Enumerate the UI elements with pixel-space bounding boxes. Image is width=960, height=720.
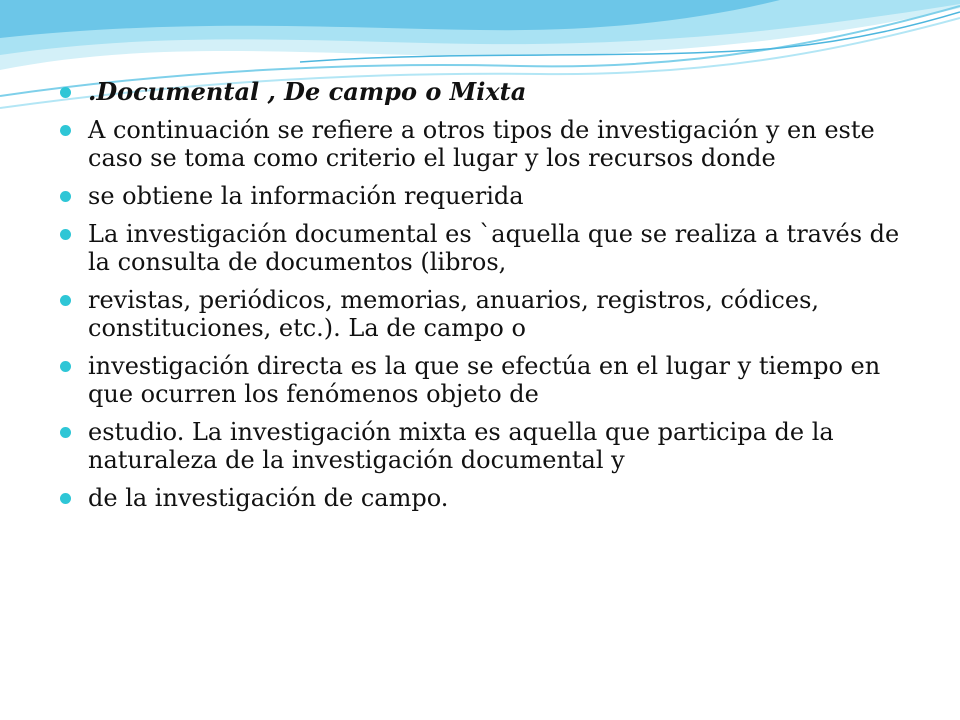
bullet-list [58, 78, 918, 512]
bullet-item [58, 286, 918, 342]
bullet-text: A continuación se refiere a otros tipos de investigación y en este caso se toma como criterio el lugar y los recursos donde [88, 116, 875, 172]
bullet-dot-icon [60, 229, 71, 240]
bullet-dot-icon [60, 295, 71, 306]
bullet-item [58, 182, 918, 210]
bullet-item [58, 220, 918, 276]
bullet-text: se obtiene la información requerida [88, 182, 524, 210]
bullet-item [58, 116, 918, 172]
bullet-item [58, 352, 918, 408]
bullet-dot-icon [60, 361, 71, 372]
bullet-text: investigación directa es la que se efectúa en el lugar y tiempo en que ocurren los fenómenos objeto de [88, 352, 881, 408]
bullet-item [58, 418, 918, 474]
slide-content [58, 78, 918, 522]
bullet-text: de la investigación de campo. [88, 484, 449, 512]
bullet-dot-icon [60, 125, 71, 136]
bullet-text: La investigación documental es `aquella que se realiza a través de la consulta de documentos (libros, [88, 220, 900, 276]
bullet-text: .Documental , De campo o Mixta [88, 77, 527, 106]
bullet-text: estudio. La investigación mixta es aquella que participa de la naturaleza de la investigación documental y [88, 418, 834, 474]
bullet-text: revistas, periódicos, memorias, anuarios, registros, códices, constituciones, etc.). La de campo o [88, 286, 820, 342]
bullet-item [58, 78, 918, 106]
bullet-dot-icon [60, 427, 71, 438]
bullet-item [58, 484, 918, 512]
bullet-dot-icon [60, 191, 71, 202]
bullet-dot-icon [60, 87, 71, 98]
bullet-dot-icon [60, 493, 71, 504]
